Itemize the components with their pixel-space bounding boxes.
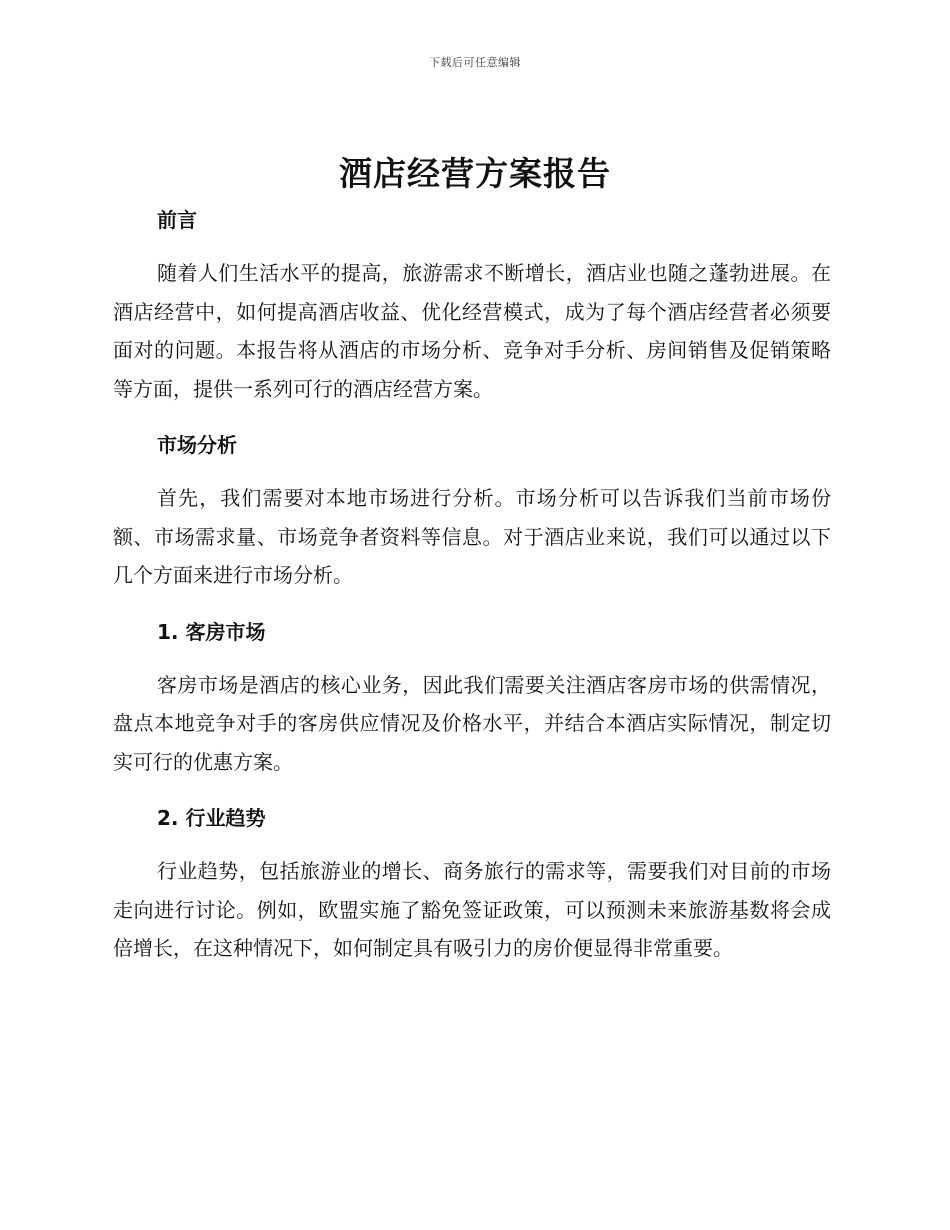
section-heading: 前言 <box>157 208 197 232</box>
header-note: 下载后可任意编辑 <box>429 56 521 69</box>
document-title: 酒店经营方案报告 <box>339 154 611 193</box>
section-room-market <box>113 612 831 799</box>
section-paragraph: 随着人们生活水平的提高，旅游需求不断增长，酒店业也随之蓬勃进展。在酒店经营中，如何提高酒店收益、优化经营模式，成为了每个酒店经营者必须要面对的问题。本报告将从酒店的市场分析、竞争对手分析、房间销售及促销策略等方面，提供一系列可行的酒店经营方案。 <box>113 261 831 401</box>
section-market-analysis <box>113 425 831 612</box>
section-paragraph: 客房市场是酒店的核心业务，因此我们需要关注酒店客房市场的供需情况，盘点本地竞争对手的客房供应情况及价格水平，并结合本酒店实际情况，制定切实可行的优惠方案。 <box>113 672 831 774</box>
section-heading: 市场分析 <box>157 433 237 457</box>
section-paragraph: 首先，我们需要对本地市场进行分析。市场分析可以告诉我们当前市场份额、市场需求量、市场竞争者资料等信息。对于酒店业来说，我们可以通过以下几个方面来进行市场分析。 <box>113 486 831 587</box>
document-body <box>113 200 831 968</box>
section-heading: 2. 行业趋势 <box>157 806 266 830</box>
section-heading: 1. 客房市场 <box>157 619 266 644</box>
section-industry-trend <box>113 798 831 968</box>
section-preface <box>113 200 831 425</box>
section-paragraph: 行业趋势，包括旅游业的增长、商务旅行的需求等，需要我们对目前的市场走向进行讨论。例如，欧盟实施了豁免签证政策，可以预测未来旅游基数将会成倍增长，在这种情况下，如何制定具有吸引力的房价便显得非常重要。 <box>113 859 831 960</box>
